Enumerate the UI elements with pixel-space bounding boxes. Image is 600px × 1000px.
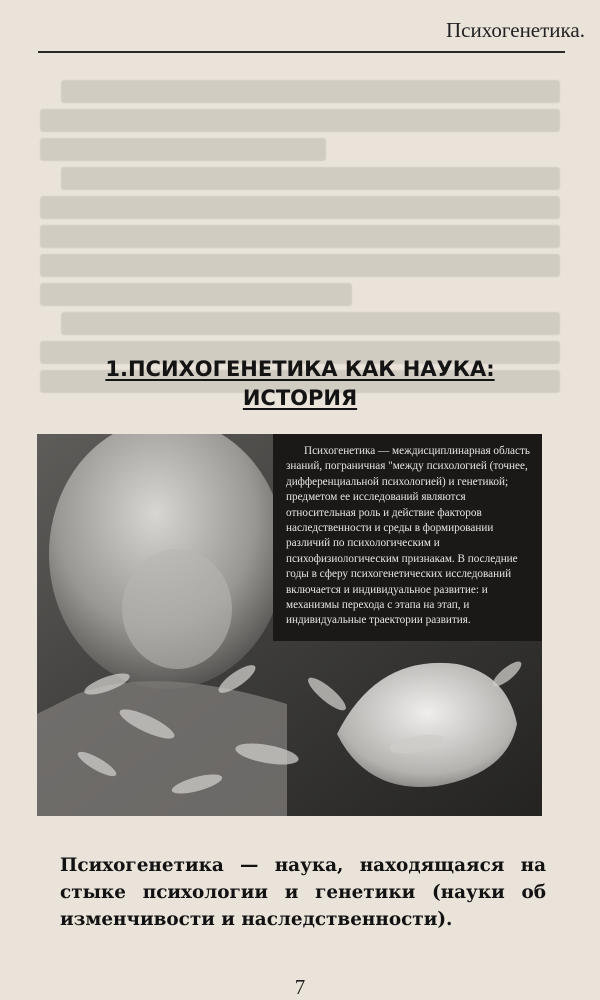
definition-paragraph: Психогенетика — наука, находящаяся на стыке психологии и генетики (науки об изменчивости и наследственности). bbox=[60, 855, 546, 930]
chapter-illustration bbox=[37, 434, 542, 816]
chapter-title bbox=[40, 355, 560, 413]
figure-caption-text: Психогенетика — междисциплинарная область знаний, пограничная "между психологией (точнее, дифференциальной психологией) и генетикой; предметом ее исследований являются относительная роль и действие факторов наследственности и среды в формировании различий по психологическим и психофизиологическим признакам. В последние годы в сферу психогенетических исследований включается и индивидуальное развитие: и механизмы перехода с этапа на этап, и индивидуальные траектории развития. bbox=[286, 445, 530, 627]
figure-caption-box bbox=[273, 434, 542, 641]
header-rule bbox=[38, 51, 565, 53]
chapter-title-line2: ИСТОРИЯ bbox=[242, 386, 358, 410]
chapter-title-line1: 1.ПСИХОГЕНЕТИКА КАК НАУКА: bbox=[105, 357, 495, 381]
running-head: Психогенетика. bbox=[445, 18, 585, 42]
page-number: 7 bbox=[294, 975, 306, 999]
